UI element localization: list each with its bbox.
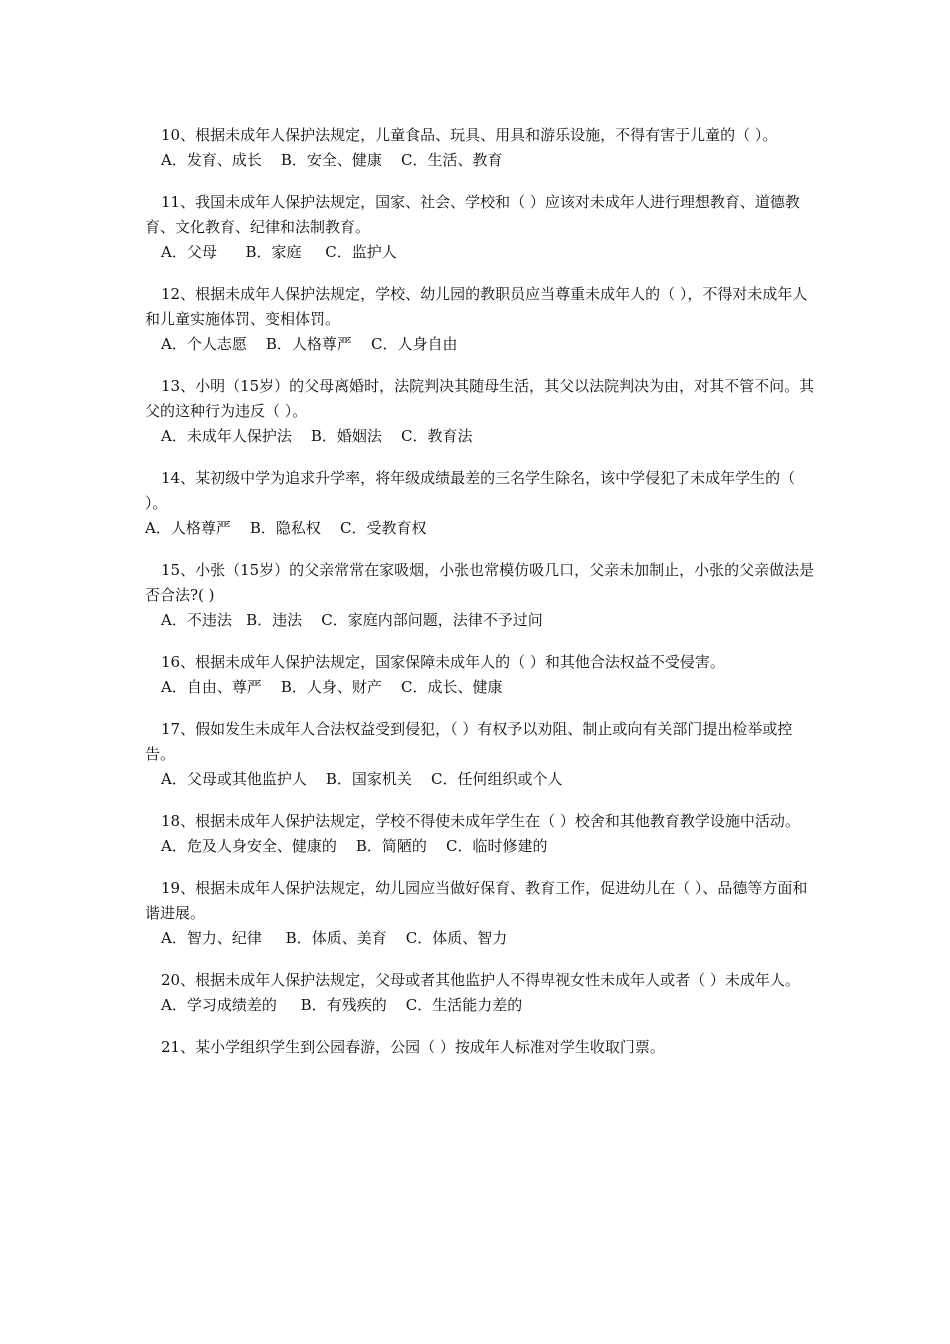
question-options: A．学习成绩差的 B．有残疾的 C．生活能力差的 — [161, 996, 523, 1014]
question-options: A．未成年人保护法 B．婚姻法 C．教育法 — [161, 427, 473, 445]
question-12 — [145, 282, 815, 357]
question-text: 13、小明（15岁）的父母离婚时，法院判决其随母生活，其父以法院判决为由，对其不管不问。其父的这种行为违反（ ）。 — [145, 377, 815, 420]
question-options: A．父母或其他监护人 B．国家机关 C．任何组织或个人 — [161, 770, 563, 788]
question-options: A．人格尊严 B．隐私权 C．受教育权 — [145, 519, 427, 537]
question-16 — [145, 650, 815, 700]
question-options: A．父母 B．家庭 C．监护人 — [161, 243, 397, 261]
question-options: A．不违法 B．违法 C．家庭内部问题，法律不予过问 — [161, 611, 543, 629]
question-21 — [145, 1035, 815, 1060]
question-text: 10、根据未成年人保护法规定，儿童食品、玩具、用具和游乐设施，不得有害于儿童的（ ）。 — [161, 126, 778, 144]
question-text: 11、我国未成年人保护法规定，国家、社会、学校和（ ）应该对未成年人进行理想教育、道德教育、文化教育、纪律和法制教育。 — [145, 193, 800, 236]
question-text: 19、根据未成年人保护法规定，幼儿园应当做好保育、教育工作，促进幼儿在（ ）、品德等方面和谐进展。 — [145, 879, 808, 922]
question-text: 16、根据未成年人保护法规定，国家保障未成年人的（ ）和其他合法权益不受侵害。 — [161, 653, 725, 671]
question-text: 12、根据未成年人保护法规定，学校、幼儿园的教职员应当尊重未成年人的（ ），不得对未成年人和儿童实施体罚、变相体罚。 — [145, 285, 808, 328]
question-text: 21、某小学组织学生到公园春游，公园（ ）按成年人标准对学生收取门票。 — [161, 1038, 665, 1056]
question-18 — [145, 809, 815, 859]
question-text: 15、小张（15岁）的父亲常常在家吸烟，小张也常模仿吸几口，父亲未加制止，小张的父亲做法是否合法?( ) — [145, 561, 815, 604]
question-options: A．危及人身安全、健康的 B．简陋的 C．临时修建的 — [161, 837, 548, 855]
question-options: A．发育、成长 B．安全、健康 C．生活、教育 — [161, 151, 503, 169]
question-15 — [145, 558, 815, 633]
question-19 — [145, 876, 815, 951]
question-text: 20、根据未成年人保护法规定，父母或者其他监护人不得卑视女性未成年人或者（ ）未成年人。 — [161, 971, 800, 989]
question-text: 18、根据未成年人保护法规定，学校不得使未成年学生在（ ）校舍和其他教育教学设施中活动。 — [161, 812, 800, 830]
question-options: A．智力、纪律 B．体质、美育 C．体质、智力 — [161, 929, 508, 947]
question-list — [145, 123, 815, 1077]
question-10 — [145, 123, 815, 173]
question-11 — [145, 190, 815, 265]
question-20 — [145, 968, 815, 1018]
question-13 — [145, 374, 815, 449]
question-text: 14、某初级中学为追求升学率，将年级成绩最差的三名学生除名，该中学侵犯了未成年学生的（ ）。 — [145, 469, 796, 512]
question-14 — [145, 466, 815, 541]
question-options: A．自由、尊严 B．人身、财产 C．成长、健康 — [161, 678, 503, 696]
question-17 — [145, 717, 815, 792]
question-options: A．个人志愿 B．人格尊严 C．人身自由 — [161, 335, 458, 353]
question-text: 17、假如发生未成年人合法权益受到侵犯，（ ）有权予以劝阻、制止或向有关部门提出检举或控告。 — [145, 720, 793, 763]
